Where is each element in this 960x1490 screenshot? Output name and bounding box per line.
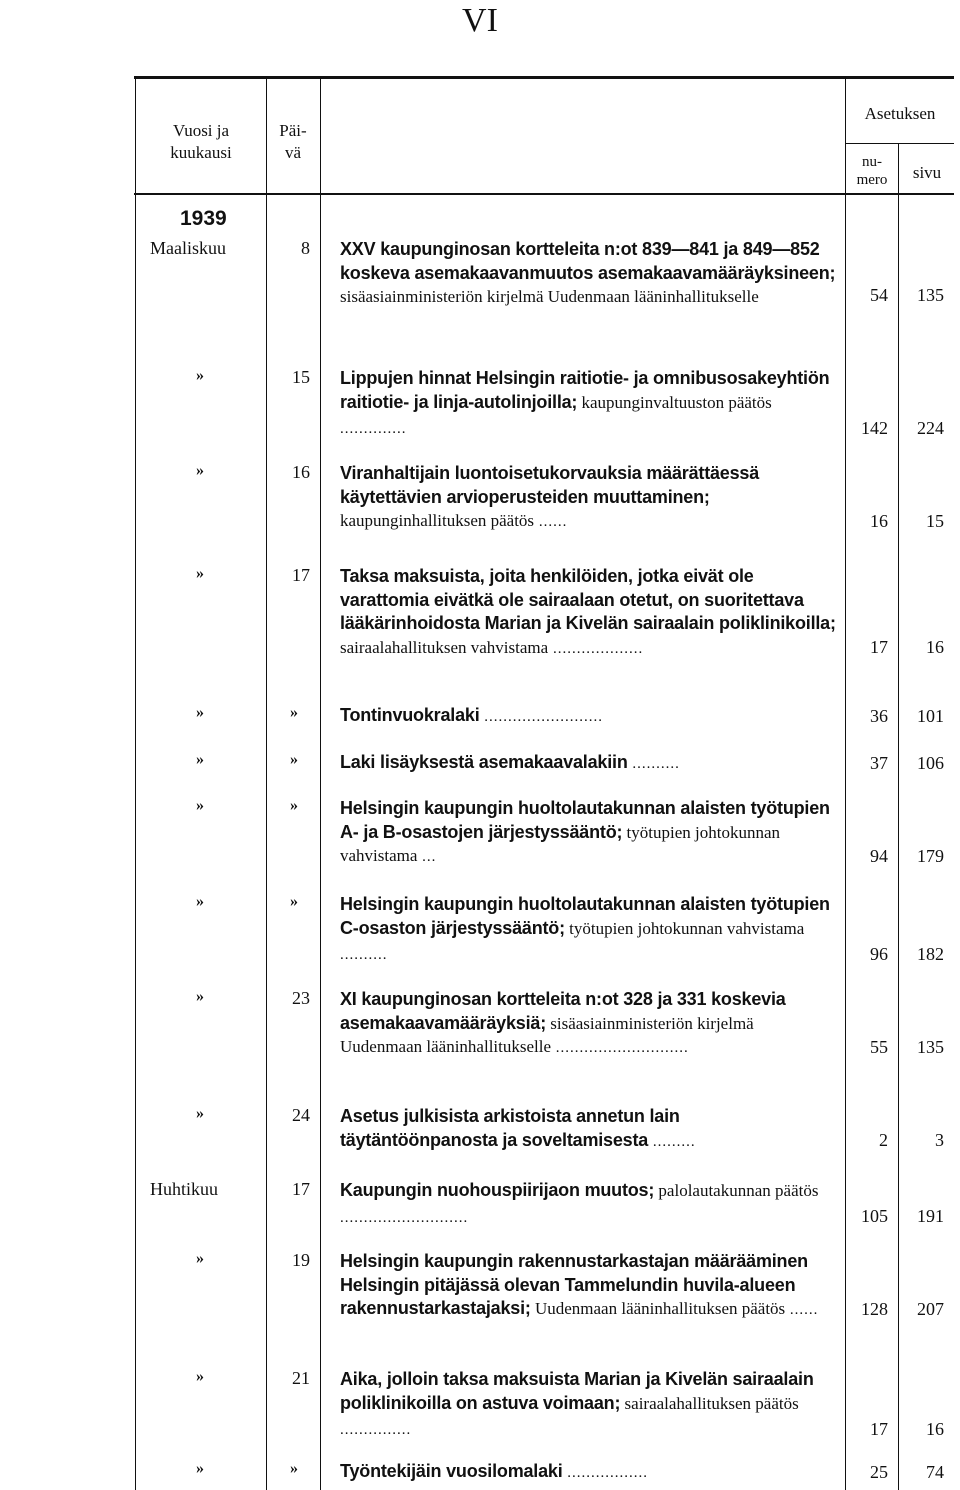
month-ditto-mark: » xyxy=(196,704,204,721)
decree-number: 54 xyxy=(870,285,888,306)
month-cell: Huhtikuu xyxy=(150,1179,219,1199)
day-cell: 19 xyxy=(292,1250,310,1270)
entry-title-bold: Helsingin kaupungin huoltolautakunnan alaisten työtupien C-osaston järjestyssääntö; xyxy=(340,894,830,938)
leader-dots: ...... xyxy=(534,514,568,531)
header-bottom-rule xyxy=(134,193,954,195)
month-ditto-mark: » xyxy=(196,1105,204,1122)
entry-title-bold: Tontinvuokralaki xyxy=(340,705,480,725)
entry-issuer: sairaalahallituksen vahvistama xyxy=(340,637,549,657)
leader-dots: ........................... xyxy=(340,1209,469,1226)
entry-title-bold: Työntekijäin vuosilomalaki xyxy=(340,1461,563,1481)
entry-title-bold: Kaupungin nuohouspiirijaon muutos; xyxy=(340,1180,655,1200)
header-number-line-2: mero xyxy=(856,172,888,188)
month-ditto-mark: » xyxy=(196,1250,204,1267)
entry-title xyxy=(340,1460,836,1486)
entry-title-bold: Lippujen hinnat Helsingin raitiotie- ja omnibusosakeyhtiön raitiotie- ja linja-autolinjoilla; xyxy=(340,368,830,412)
entry-title-bold: XXV kaupunginosan kortteleita n:ot 839—841 ja 849—852 koskeva asemakaavanmuutos asemakaavamääräyksineen; xyxy=(340,239,836,283)
decree-page: 224 xyxy=(917,418,944,439)
header-day-line-2: vä xyxy=(284,143,302,162)
leader-dots: ................. xyxy=(562,1465,649,1481)
leader-dots: ................... xyxy=(548,640,644,657)
decree-page: 135 xyxy=(917,1037,944,1058)
page-number: VI xyxy=(462,2,498,39)
entry-issuer: sisäasiainministeriön kirjelmä Uudenmaan lääninhallitukselle xyxy=(340,287,759,307)
decree-number: 94 xyxy=(870,846,888,867)
header-year-month xyxy=(145,120,257,164)
leader-dots: ............................ xyxy=(551,1040,689,1057)
decree-number: 36 xyxy=(870,706,888,727)
decree-number: 16 xyxy=(870,511,888,532)
decree-page: 135 xyxy=(917,285,944,306)
day-ditto-mark: » xyxy=(290,751,298,768)
decree-number: 55 xyxy=(870,1037,888,1058)
decree-number: 142 xyxy=(861,418,888,439)
day-cell: 8 xyxy=(301,238,310,258)
day-ditto-mark: » xyxy=(290,797,298,814)
month-ditto-mark: » xyxy=(196,893,204,910)
decree-number: 2 xyxy=(879,1130,888,1151)
decree-page: 15 xyxy=(926,511,944,532)
header-number xyxy=(846,153,898,189)
day-ditto-mark: » xyxy=(290,893,298,910)
decree-number: 17 xyxy=(870,1419,888,1440)
decree-page: 16 xyxy=(926,1419,944,1440)
month-ditto-mark: » xyxy=(196,988,204,1005)
entry-issuer: sisäasiainministeriön kirjelmä Uudenmaan lääninhallitukselle xyxy=(340,1013,754,1057)
entry-title-bold: Asetus julkisista arkistoista annetun lain täytäntöönpanosta ja soveltamisesta xyxy=(340,1106,680,1150)
entry-title xyxy=(340,751,836,777)
month-ditto-mark: » xyxy=(196,797,204,814)
entry-title xyxy=(340,1179,836,1230)
month-ditto-mark: » xyxy=(196,1460,204,1477)
col-divider-1 xyxy=(135,78,136,1490)
header-year-line-2: kuukausi xyxy=(170,143,232,162)
day-cell: 17 xyxy=(292,1179,310,1199)
leader-dots: .............. xyxy=(340,421,407,438)
decree-page: 74 xyxy=(926,1462,944,1483)
leader-dots: ............... xyxy=(340,1422,412,1439)
leader-dots: ......................... xyxy=(479,709,603,725)
month-ditto-mark: » xyxy=(196,367,204,384)
day-cell: 16 xyxy=(292,462,310,482)
entry-title xyxy=(340,367,836,442)
col-divider-3 xyxy=(320,78,321,1490)
decree-page: 191 xyxy=(917,1206,944,1227)
entry-issuer: sairaalahallituksen päätös xyxy=(620,1393,799,1413)
entry-title xyxy=(340,1250,836,1323)
entry-title xyxy=(340,797,836,870)
leader-dots: .......... xyxy=(627,756,680,772)
top-rule xyxy=(134,76,954,79)
decree-number: 105 xyxy=(861,1206,888,1227)
day-cell: 15 xyxy=(292,367,310,387)
entry-title-bold: XI kaupunginosan kortteleita n:ot 328 ja 331 koskevia asemakaavamääräyksiä; xyxy=(340,989,786,1033)
entry-title-bold: Laki lisäyksestä asemakaavalakiin xyxy=(340,752,628,772)
decree-page: 106 xyxy=(917,753,944,774)
day-cell: 24 xyxy=(292,1105,310,1125)
entry-issuer: kaupunginvaltuuston päätös xyxy=(577,392,772,412)
decree-number: 37 xyxy=(870,753,888,774)
month-cell: Maaliskuu xyxy=(150,238,226,258)
decree-page: 16 xyxy=(926,637,944,658)
entry-title-bold: Aika, jolloin taksa maksuista Marian ja Kivelän sairaalain poliklinikoilla on astuva voimaan; xyxy=(340,1369,814,1413)
decree-number: 128 xyxy=(861,1299,888,1320)
entry-issuer: työtupien johtokunnan vahvistama xyxy=(340,822,781,866)
header-page: sivu xyxy=(912,163,942,182)
entry-title-bold: Helsingin kaupungin rakennustarkastajan määrääminen Helsingin pitäjässä olevan Tammelundin huvila-alueen rakennustarkastajaksi; xyxy=(340,1251,808,1319)
entry-title xyxy=(340,1368,836,1443)
entry-issuer: Uudenmaan lääninhallituksen päätös xyxy=(530,1299,786,1319)
entry-title-bold: Viranhaltijain luontoisetukorvauksia määrättäessä käytettävien arvioperusteiden muuttaminen; xyxy=(340,463,760,507)
entry-title xyxy=(340,1105,836,1154)
day-ditto-mark: » xyxy=(290,704,298,721)
day-cell: 21 xyxy=(292,1368,310,1388)
entry-issuer: työtupien johtokunnan vahvistama xyxy=(564,918,805,938)
leader-dots: .......... xyxy=(340,947,388,964)
month-ditto-mark: » xyxy=(196,751,204,768)
col-divider-2 xyxy=(266,78,267,1490)
entry-title xyxy=(340,893,836,968)
month-ditto-mark: » xyxy=(196,462,204,479)
entry-title xyxy=(340,988,836,1061)
leader-dots: ...... xyxy=(785,1302,819,1319)
day-cell: 23 xyxy=(292,988,310,1008)
decree-page: 3 xyxy=(935,1130,944,1151)
decree-page: 179 xyxy=(917,846,944,867)
entry-title xyxy=(340,238,836,309)
leader-dots: ... xyxy=(417,849,437,866)
decree-subheader-rule xyxy=(846,143,954,144)
header-day-line-1: Päi- xyxy=(279,121,307,140)
month-ditto-mark: » xyxy=(196,1368,204,1385)
decree-page: 101 xyxy=(917,706,944,727)
entry-issuer: palolautakunnan päätös xyxy=(654,1181,819,1200)
entry-title-bold: Helsingin kaupungin huoltolautakunnan alaisten työtupien A- ja B-osastojen järjestyssääntö; xyxy=(340,798,830,842)
header-year-line-1: Vuosi ja xyxy=(172,121,230,140)
header-decree: Asetuksen xyxy=(864,104,936,123)
day-cell: 17 xyxy=(292,565,310,585)
day-ditto-mark: » xyxy=(290,1460,298,1477)
header-number-line-1: nu- xyxy=(862,154,882,170)
entry-issuer: kaupunginhallituksen päätös xyxy=(340,511,535,531)
leader-dots: ......... xyxy=(648,1133,696,1150)
entry-title xyxy=(340,462,836,535)
entry-title xyxy=(340,704,836,730)
decree-page: 207 xyxy=(917,1299,944,1320)
decree-number: 96 xyxy=(870,944,888,965)
decree-number: 25 xyxy=(870,1462,888,1483)
col-divider-5 xyxy=(898,143,899,1490)
entry-title-bold: Taksa maksuista, joita henkilöiden, jotka eivät ole varattomia eivätkä ole sairaalaan otetut, on suoritettava lääkärinhoidosta Marian ja Kivelän sairaalain poliklinikoilla; xyxy=(340,566,836,634)
decree-number: 17 xyxy=(870,637,888,658)
entry-title xyxy=(340,565,836,661)
month-ditto-mark: » xyxy=(196,565,204,582)
header-day xyxy=(268,120,318,164)
year-label: 1939 xyxy=(180,207,227,230)
decree-page: 182 xyxy=(917,944,944,965)
